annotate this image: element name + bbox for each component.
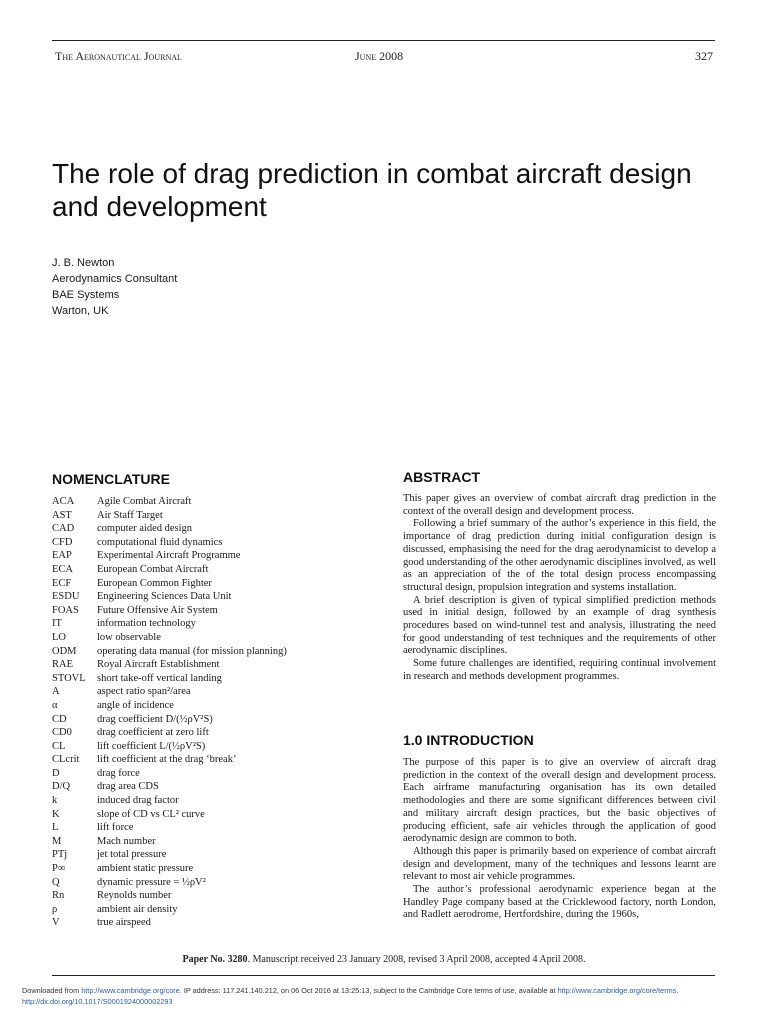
nomenclature-symbol: ECF	[52, 577, 72, 589]
abstract-paragraph: Following a brief summary of the author’s experience in this field, the importance of drag prediction during initial configuration design is discussed, emphasising the need for the drag aerodynamicist to develop a good understanding of the other aerodynamic disciplines involved, as well as an appreciation of the of the total design process encompassing structural design, propulsion integration and systems installation.	[403, 518, 716, 593]
nomenclature-definition: jet total pressure	[97, 849, 167, 861]
nomenclature-row	[52, 672, 382, 686]
nomenclature-symbol: AST	[52, 509, 72, 521]
nomenclature-symbol: A	[52, 686, 60, 698]
nomenclature-symbol: D	[52, 767, 60, 779]
nomenclature-definition: operating data manual (for mission planning)	[97, 645, 287, 657]
introduction-heading: 1.0 INTRODUCTION	[403, 732, 534, 748]
nomenclature-row	[52, 536, 382, 550]
paper-title: The role of drag prediction in combat aircraft design and development	[52, 158, 692, 222]
nomenclature-definition: Mach number	[97, 835, 156, 847]
nomenclature-definition: drag force	[97, 767, 140, 779]
nomenclature-row	[52, 780, 382, 794]
abstract-paragraph: This paper gives an overview of combat aircraft drag prediction in the context of the overall design and development process.	[403, 493, 716, 517]
nomenclature-row	[52, 903, 382, 917]
nomenclature-row	[52, 604, 382, 618]
nomenclature-symbol: RAE	[52, 659, 73, 671]
nomenclature-definition: short take-off vertical landing	[97, 672, 222, 684]
intro-paragraph: Although this paper is primarily based on experience of combat aircraft design and development, many of the techniques and lessons learnt are relevant to most air vehicle programmes.	[403, 845, 716, 883]
nomenclature-symbol: IT	[52, 618, 62, 630]
nomenclature-definition: low observable	[97, 631, 161, 643]
nomenclature-row	[52, 862, 382, 876]
download-text: . IP address: 117.241.140.212, on 06 Oct 2016 at 13:25:13, subject to the Cambridge Core terms of use, available at	[179, 986, 558, 995]
nomenclature-definition: ambient air density	[97, 903, 178, 915]
nomenclature-row	[52, 509, 382, 523]
author-block	[52, 255, 177, 319]
nomenclature-symbol: ODM	[52, 645, 77, 657]
introduction-body	[403, 757, 716, 922]
nomenclature-symbol: V	[52, 917, 60, 929]
nomenclature-symbol: α	[52, 699, 58, 711]
nomenclature-definition: information technology	[97, 618, 196, 630]
nomenclature-row	[52, 631, 382, 645]
nomenclature-symbol: P∞	[52, 863, 66, 875]
nomenclature-symbol: L	[52, 822, 59, 834]
download-notice	[22, 985, 752, 1007]
nomenclature-symbol: CD0	[52, 727, 72, 739]
nomenclature-definition: Future Offensive Air System	[97, 604, 218, 616]
nomenclature-symbol: Rn	[52, 890, 65, 902]
abstract-paragraph: Some future challenges are identified, requiring continual involvement in research and methods development programmes.	[403, 658, 716, 682]
nomenclature-definition: Reynolds number	[97, 890, 172, 902]
nomenclature-row	[52, 835, 382, 849]
nomenclature-definition: angle of incidence	[97, 699, 174, 711]
download-text: .	[676, 986, 679, 995]
author-location: Warton, UK	[52, 305, 109, 317]
nomenclature-definition: computer aided design	[97, 523, 193, 535]
nomenclature-row	[52, 821, 382, 835]
nomenclature-row	[52, 658, 382, 672]
nomenclature-definition: drag area CDS	[97, 781, 159, 793]
nomenclature-definition: true airspeed	[97, 917, 151, 929]
nomenclature-symbol: K	[52, 808, 60, 820]
nomenclature-definition: computational fluid dynamics	[97, 536, 223, 548]
nomenclature-row	[52, 590, 382, 604]
nomenclature-row	[52, 577, 382, 591]
terms-link[interactable]: http://www.cambridge.org/core/terms	[557, 986, 677, 995]
nomenclature-definition: Air Staff Target	[97, 509, 163, 521]
nomenclature-symbol: Q	[52, 876, 60, 888]
footer-divider	[52, 975, 715, 976]
cambridge-core-link[interactable]: http://www.cambridge.org/core	[81, 986, 180, 995]
nomenclature-definition: lift coefficient at the drag ‘break’	[97, 754, 237, 766]
manuscript-note	[0, 954, 768, 965]
paper-number: Paper No. 3280	[182, 954, 248, 965]
nomenclature-definition: drag coefficient at zero lift	[97, 727, 209, 739]
nomenclature-definition: dynamic pressure = ½ρV²	[97, 876, 206, 888]
issue-date: June 2008	[355, 49, 404, 63]
nomenclature-row	[52, 713, 382, 727]
nomenclature-row	[52, 699, 382, 713]
nomenclature-row	[52, 767, 382, 781]
nomenclature-row	[52, 876, 382, 890]
nomenclature-symbol: PTj	[52, 849, 68, 861]
nomenclature-row	[52, 726, 382, 740]
nomenclature-symbol: CLcrit	[52, 754, 80, 766]
nomenclature-symbol: M	[52, 835, 62, 847]
nomenclature-row	[52, 889, 382, 903]
nomenclature-definition: aspect ratio span²/area	[97, 686, 191, 698]
intro-paragraph: The purpose of this paper is to give an overview of aircraft drag prediction in the context of the overall design and development process. Each airframe manufacturing organisation has its own detailed methodologies and there are some significant differences between civil and military aircraft design practices, but the basic objectives of producing efficient, safe air vehicles through the application of good aerodynamic design are common to both.	[403, 757, 716, 845]
journal-name: The Aeronautical Journal	[55, 49, 182, 63]
nomenclature-symbol: CFD	[52, 536, 73, 548]
nomenclature-symbol: ACA	[52, 496, 75, 507]
nomenclature-symbol: CD	[52, 713, 67, 725]
nomenclature-definition: Engineering Sciences Data Unit	[97, 591, 232, 603]
doi-link[interactable]: http://dx.doi.org/10.1017/S0001924000002293	[22, 997, 173, 1006]
nomenclature-definition: slope of CD vs CL² curve	[97, 808, 205, 820]
nomenclature-definition: lift force	[97, 822, 134, 834]
nomenclature-symbol: ρ	[52, 903, 58, 915]
nomenclature-definition: ambient static pressure	[97, 863, 194, 875]
nomenclature-symbol: LO	[52, 631, 66, 643]
nomenclature-row	[52, 916, 382, 930]
nomenclature-symbol: EAP	[52, 550, 72, 562]
nomenclature-definition: Experimental Aircraft Programme	[97, 550, 241, 562]
nomenclature-symbol: k	[52, 795, 58, 807]
intro-paragraph: The author’s professional aerodynamic experience began at the Handley Page company based at the Cricklewood factory, north London, and Radlett aerodrome, Hertfordshire, during the 1960s,	[403, 884, 716, 921]
nomenclature-row	[52, 522, 382, 536]
nomenclature-definition: European Common Fighter	[97, 577, 212, 589]
page-number: 327	[695, 49, 713, 63]
nomenclature-row	[52, 645, 382, 659]
nomenclature-definition: Royal Aircraft Establishment	[97, 659, 220, 671]
abstract-heading: ABSTRACT	[403, 469, 480, 485]
nomenclature-row	[52, 495, 382, 509]
nomenclature-symbol: ECA	[52, 563, 73, 575]
nomenclature-symbol: ESDU	[52, 591, 80, 603]
running-header	[52, 40, 715, 63]
manuscript-dates: . Manuscript received 23 January 2008, revised 3 April 2008, accepted 4 April 2008.	[247, 954, 586, 965]
nomenclature-row	[52, 794, 382, 808]
author-role: Aerodynamics Consultant	[52, 273, 178, 285]
author-name: J. B. Newton	[52, 257, 115, 269]
abstract-paragraph: A brief description is given of typical simplified prediction methods used in initial design, followed by an example of drag synthesis procedures based on wind-tunnel test and analysis, illustrating the need for good understanding of test techniques and the requirements of other aerodynamic disciplines.	[403, 594, 716, 657]
abstract-body	[403, 493, 716, 684]
nomenclature-definition: drag coefficient D/(½ρV²S)	[97, 713, 213, 725]
nomenclature-row	[52, 753, 382, 767]
nomenclature-symbol: FOAS	[52, 604, 79, 616]
nomenclature-row	[52, 848, 382, 862]
nomenclature-symbol: STOVL	[52, 672, 86, 684]
nomenclature-heading: NOMENCLATURE	[52, 471, 170, 487]
nomenclature-row	[52, 808, 382, 822]
nomenclature-row	[52, 685, 382, 699]
nomenclature-row	[52, 740, 382, 754]
nomenclature-definition: European Combat Aircraft	[97, 563, 209, 575]
download-text: Downloaded from	[22, 986, 82, 995]
nomenclature-definition: lift coefficient L/(½ρV²S)	[97, 740, 206, 752]
author-affiliation: BAE Systems	[52, 289, 120, 301]
nomenclature-symbol: D/Q	[52, 781, 71, 793]
nomenclature-symbol: CL	[52, 740, 66, 752]
nomenclature-list	[52, 495, 382, 930]
nomenclature-row	[52, 549, 382, 563]
nomenclature-symbol: CAD	[52, 523, 75, 535]
nomenclature-definition: Agile Combat Aircraft	[97, 496, 192, 507]
nomenclature-row	[52, 563, 382, 577]
nomenclature-row	[52, 617, 382, 631]
nomenclature-definition: induced drag factor	[97, 795, 179, 807]
